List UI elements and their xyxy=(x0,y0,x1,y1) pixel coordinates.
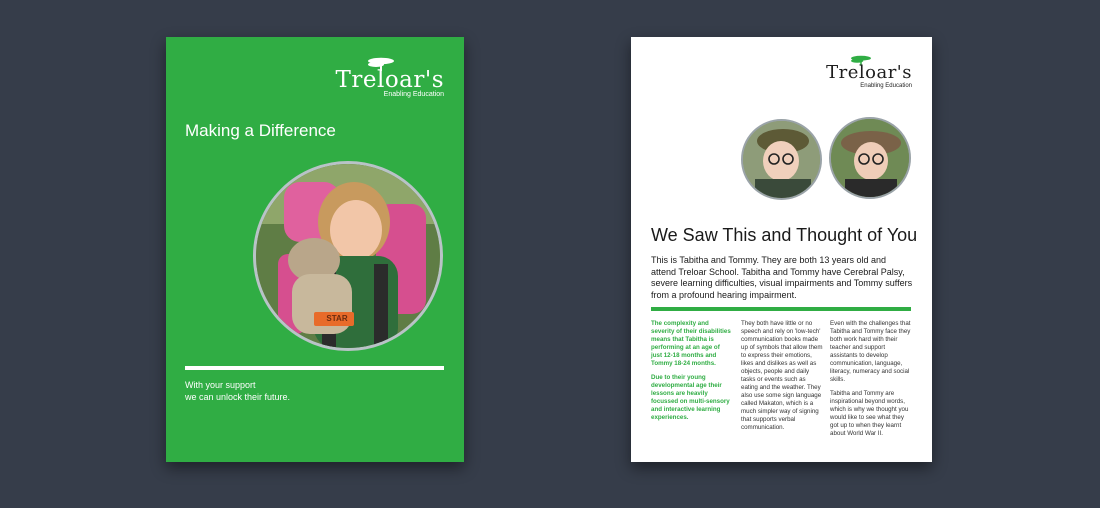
tommy-photo xyxy=(829,117,911,199)
tabitha-photo xyxy=(741,119,822,200)
cover-title: Making a Difference xyxy=(185,121,336,140)
cover-page xyxy=(166,37,464,462)
treloars-logo xyxy=(324,57,444,101)
inside-heading: We Saw This and Thought of You xyxy=(651,225,918,245)
highlight-paragraph: The complexity and severity of their disabilities means that Tabitha is performing at an age of just 12-18 months and Tommy 18-24 months. xyxy=(651,320,731,367)
body-paragraph: Even with the challenges that Tabitha and Tommy face they both work hard with their teacher and support assistants to develop communication, language, literacy, numeracy and social skills. xyxy=(830,320,911,383)
column-body xyxy=(741,320,823,438)
body-paragraph: Tabitha and Tommy are inspirational beyond words, which is why we thought you would like to see what they got up to when they learnt about World War II. xyxy=(830,390,909,437)
logo-tagline: Enabling Education xyxy=(860,83,912,89)
logo-tagline: Enabling Education xyxy=(383,91,444,98)
cover-support-text: With your support we can unlock their future. xyxy=(185,380,291,402)
inside-page xyxy=(631,37,932,462)
logo-wordmark: Treloar's xyxy=(335,67,444,93)
inside-intro: This is Tabitha and Tommy. They are both 13 years old and attend Treloar School. Tabitha and Tommy have Cerebral Palsy, severe learning difficulties, visual impairments and Tommy suffers from a profound hearing impairment. xyxy=(651,255,913,300)
girl-photo-illustration xyxy=(743,121,820,198)
inside-divider xyxy=(651,307,911,311)
column-highlight xyxy=(651,320,731,428)
boy-photo-illustration xyxy=(831,119,909,197)
highlight-paragraph: Due to their young developmental age their lessons are heavily focussed on multi-sensory and interactive learning experiences. xyxy=(651,374,730,421)
cover-photo xyxy=(253,161,443,351)
treloars-logo xyxy=(822,55,912,91)
cover-divider xyxy=(185,366,444,370)
body-paragraph: They both have little or no speech and rely on 'low-tech' communication books made up of symbols that allow them to express their emotions, likes and dislikes as well as objects, people and daily tasks or events such as eating and the weather. They also use some sign language called Makaton, which is a much simpler way of signing that supports verbal communication. xyxy=(741,320,823,431)
logo-wordmark: Treloar's xyxy=(826,62,912,83)
star-badge-label: STAR xyxy=(326,314,348,323)
column-body xyxy=(830,320,912,444)
